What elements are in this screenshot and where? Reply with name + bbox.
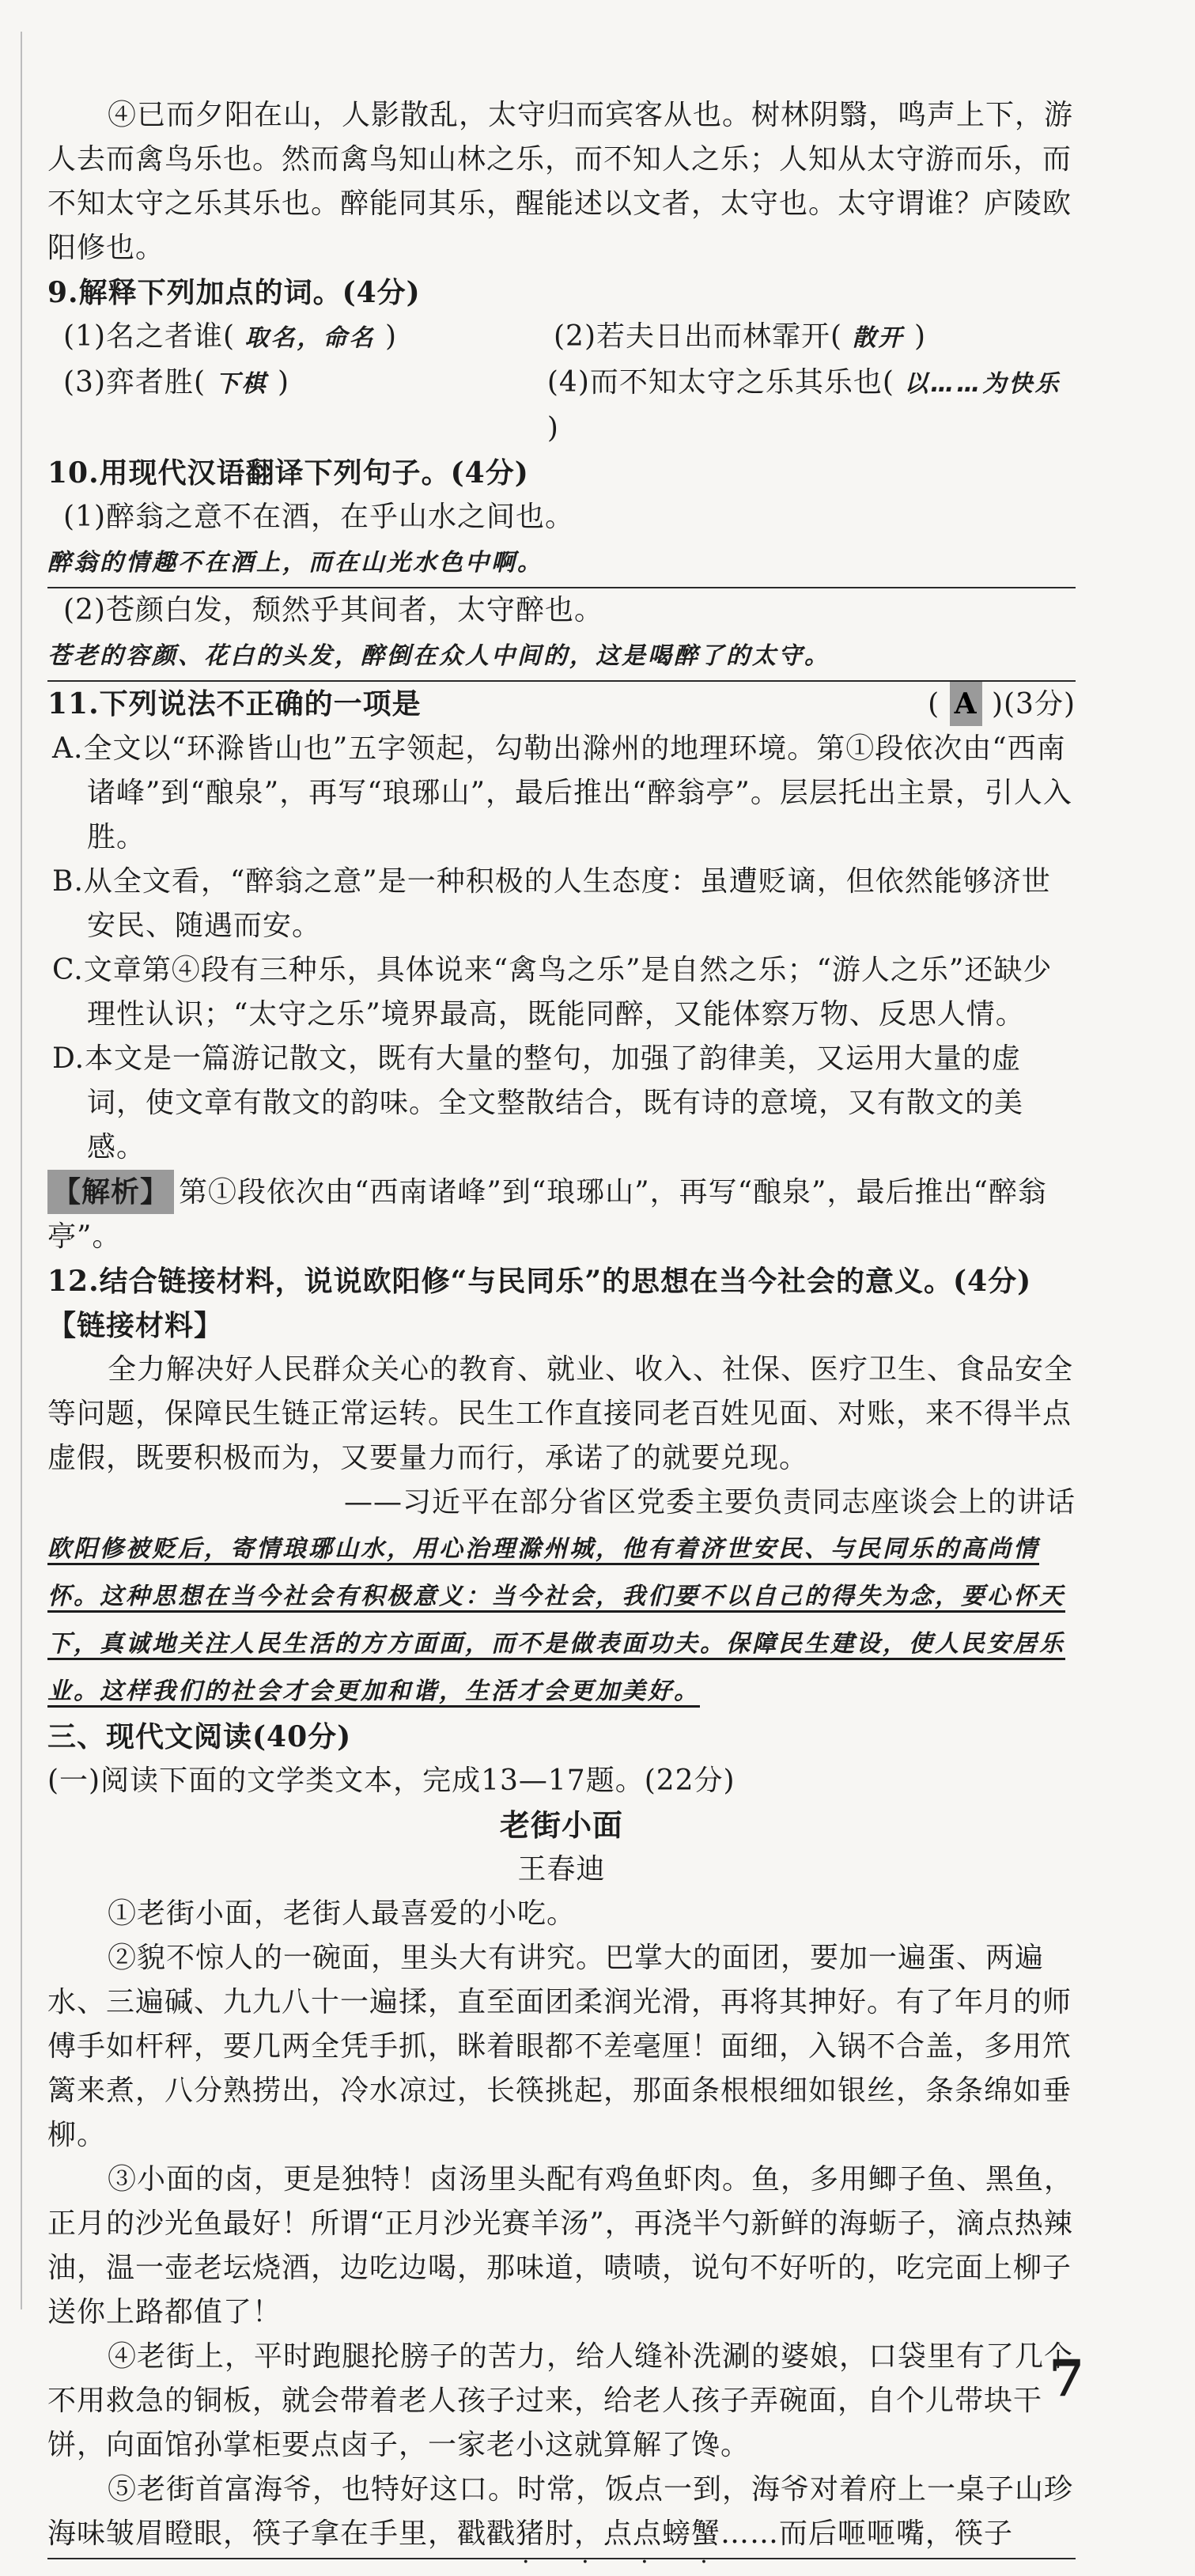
- story-paragraph-4: ④老街上，平时跑腿抡膀子的苦力，给人缝补洗涮的婆娘，口袋里有了几个不用救急的铜板，就会带着老人孩子过来，给老人孩子弄碗面，自个儿带块干饼，向面馆孙掌柜要点卤子，一家老小这就算解了馋。: [47, 2340, 1074, 2461]
- q9-answer-3: 下棋: [215, 370, 268, 398]
- q10-sentence-2: (2)苍颜白发，颓然乎其间者，太守醉也。: [63, 594, 603, 626]
- section-3-heading: 三、现代文阅读(40分): [47, 1720, 352, 1753]
- q11-analysis: 【解析】 第①段依次由“西南诸峰”到“琅琊山”，再写“酿泉”，最后推出“醉翁亭”。: [47, 1170, 1076, 1259]
- story-paragraph-2: ②貌不惊人的一碗面，里头大有讲究。巴掌大的面团，要加一遍蛋、两遍水、三遍碱、九九八十一遍揉，直至面团柔润光滑，再将其抻好。有了年月的师傅手如杆秤，要几两全凭手抓，眯着眼都不差毫厘！面细，入锅不合盖，多用笊篱来煮，八分熟捞出，冷水凉过，长筷挑起，那面条根根细如银丝，条条绵如垂柳。: [47, 1942, 1072, 2151]
- story-title: 老街小面: [499, 1807, 623, 1843]
- question-11-stem: 11.下列说法不正确的一项是 ( A )(3分): [47, 682, 1076, 727]
- q9-answer-2: 散开: [852, 324, 905, 352]
- story-paragraph-3: ③小面的卤，更是独特！卤汤里头配有鸡鱼虾肉。鱼，多用鲫子鱼、黑鱼，正月的沙光鱼最好！所谓“正月沙光赛羊汤”，再浇半勺新鲜的海蛎子，滴点热辣油，温一壶老坛烧酒，边吃边喝，那味道，啧啧，说句不好听的，吃完面上柳子送你上路都值了！: [47, 2163, 1074, 2328]
- question-12-stem: 12.结合链接材料，说说欧阳修“与民同乐”的思想在当今社会的意义。(4分): [47, 1265, 1032, 1298]
- story-paragraph-1: ①老街小面，老街人最喜爱的小吃。: [108, 1897, 577, 1930]
- link-material-text: 全力解决好人民群众关心的教育、就业、收入、社保、医疗卫生、食品安全等问题，保障民生链正常运转。民生工作直接同老百姓见面、对账，来不得半点虚假，既要积极而为，又要量力而行，承诺了的就要兑现。: [47, 1353, 1074, 1474]
- analysis-tag: 【解析】: [47, 1170, 174, 1214]
- passage-paragraph-4: ④已而夕阳在山，人影散乱，太守归而宾客从也。树林阴翳，鸣声上下，游人去而禽鸟乐也。然而禽鸟知山林之乐，而不知人之乐；人知从太守游而乐，而不知太守之乐其乐也。醉能同其乐，醒能述以文者，太守也。太守谓谁？庐陵欧阳修也。: [47, 99, 1074, 264]
- q11-option-c: C.文章第④段有三种乐，具体说来“禽鸟之乐”是自然之乐；“游人之乐”还缺少理性认识；“太守之乐”境界最高，既能同醉，又能体察万物、反思人情。: [52, 954, 1053, 1031]
- q11-answer: A: [950, 682, 982, 726]
- q11-option-b: B.从全文看，“醉翁之意”是一种积极的人生态度：虽遭贬谪，但依然能够济世安民、随遇而安。: [52, 865, 1051, 942]
- question-10-stem: 10.用现代汉语翻译下列句子。(4分): [47, 456, 529, 490]
- q10-answer-1: 醉翁的情趣不在酒上，而在山光水色中啊。: [47, 539, 1076, 588]
- q12-answer: 欧阳修被贬后，寄情琅琊山水，用心治理滁州城，他有着济世安民、与民同乐的高尚情怀。这种思想在当今社会有积极意义：当今社会，我们要不以自己的得失为念，要心怀天下，真诚地关注人民生活的方方面面，而不是做表面功夫。保障民生建设，使人民安居乐业。这样我们的社会才会更加和谐，生活才会更加美好。: [47, 1535, 1065, 1705]
- q11-option-a: A.全文以“环滁皆山也”五字领起，勾勒出滁州的地理环境。第①段依次由“西南诸峰”到“酿泉”，再写“琅琊山”，最后推出“醉翁亭”。层层托出主景，引人入胜。: [52, 732, 1072, 853]
- q9-row-1: (1)名之者谁( 取名，命名 ) (2)若夫日出而林霏开( 散开 ): [63, 320, 926, 353]
- q10-sentence-1: (1)醉翁之意不在酒，在乎山水之间也。: [63, 501, 574, 533]
- story-author: 王春迪: [517, 1853, 606, 1886]
- q9-row-2: (3)弈者胜( 下棋 ) (4)而不知太守之乐其乐也( 以……为快乐 ): [63, 366, 1061, 444]
- emphasis-dots: · · · ·: [522, 2548, 730, 2576]
- link-material-source: ——习近平在部分省区党委主要负责同志座谈会上的讲话: [343, 1486, 1076, 1519]
- q9-answer-4: 以……为快乐: [904, 370, 1061, 398]
- margin-line: [21, 32, 22, 2309]
- q9-answer-1: 取名，命名: [244, 324, 376, 352]
- q11-option-d: D.本文是一篇游记散文，既有大量的整句，加强了韵律美，又运用大量的虚词，使文章有散文的韵味。全文整散结合，既有诗的意境，又有散文的美感。: [52, 1042, 1024, 1163]
- part-1-instructions: (一)阅读下面的文学类文本，完成13—17题。(22分): [47, 1765, 736, 1797]
- page-number: 7: [1049, 2349, 1084, 2408]
- story-paragraph-5: ⑤老街首富海爷，也特好这口。时常，饭点一到，海爷对着府上一桌子山珍海味皱眉瞪眼，筷子拿在手里，戳戳猪肘，点点螃蟹……而后咂咂嘴，筷子: [47, 2468, 1076, 2559]
- question-9-stem: 9.解释下列加点的词。(4分): [47, 276, 421, 309]
- q10-answer-2: 苍老的容颜、花白的头发，醉倒在众人中间的，这是喝醉了的太守。: [47, 633, 1076, 682]
- document-page: [47, 93, 1076, 2576]
- link-material-tag: 【链接材料】: [47, 1309, 224, 1342]
